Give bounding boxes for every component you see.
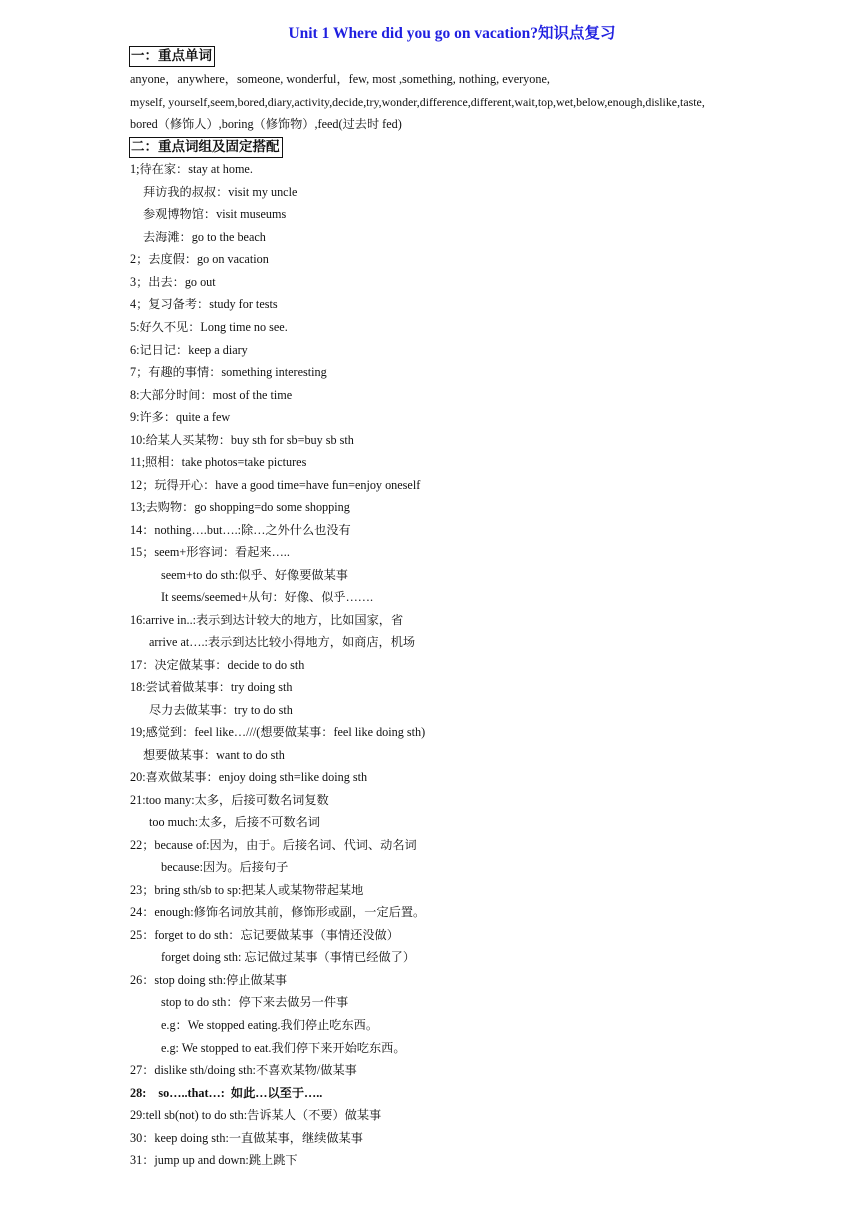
phrase-line: 25：forget to do sth：忘记要做某事（事情还没做） (130, 928, 399, 942)
phrase-line: 参观博物馆：visit museums (143, 207, 287, 221)
phrase-line: 想要做某事：want to do sth (143, 748, 285, 762)
phrase-line: 22；because of:因为，由于。后接名词、代词、动名词 (130, 838, 417, 852)
phrase-line: 20:喜欢做某事：enjoy doing sth=like doing sth (130, 770, 368, 784)
phrase-line: stop to do sth：停下来去做另一件事 (161, 995, 349, 1009)
phrase-line: 19;感觉到：feel like…///(想要做某事：feel like doing sth) (130, 725, 426, 739)
phrase-line: because:因为。后接句子 (161, 860, 289, 874)
phrase-line: 14：nothing….but….:除…之外什么也没有 (130, 523, 351, 537)
phrase-line: 8:大部分时间：most of the time (130, 388, 293, 402)
page-title: Unit 1 Where did you go on vacation?知识点复习 (288, 25, 616, 42)
phrase-line: 6:记日记：keep a diary (130, 343, 248, 357)
phrase-line: e.g: We stopped to eat.我们停下来开始吃东西。 (161, 1041, 406, 1055)
phrase-line: 16:arrive in..:表示到达计较大的地方，比如国家，省 (130, 613, 404, 627)
phrase-line: 15；seem+形容词：看起来….. (130, 545, 290, 559)
phrase-line: 21:too many:太多，后接可数名词复数 (130, 793, 329, 807)
phrase-line: 拜访我的叔叔：visit my uncle (143, 185, 298, 199)
phrase-line: 1;待在家：stay at home. (130, 162, 253, 176)
phrase-line-bold: 28: so…..that…: 如此…以至于….. (130, 1086, 323, 1100)
phrase-line: seem+to do sth:似乎、好像要做某事 (161, 568, 348, 582)
phrase-line: too much:太多，后接不可数名词 (149, 815, 320, 829)
phrase-line: arrive at….:表示到达比较小得地方，如商店，机场 (149, 635, 416, 649)
key-words-line: myself, yourself,seem,bored,diary,activity,decide,try,wonder,difference,different,wait,top,wet,below,enough,dislike,taste, (130, 95, 705, 109)
phrase-line: 29:tell sb(not) to do sth:告诉某人（不要）做某事 (130, 1108, 382, 1122)
phrase-line: 23；bring sth/sb to sp:把某人或某物带起某地 (130, 883, 364, 897)
phrase-line: 18:尝试着做某事：try doing sth (130, 680, 293, 694)
phrase-line: 4；复习备考：study for tests (130, 297, 278, 311)
phrase-line: 26：stop doing sth:停止做某事 (130, 973, 288, 987)
phrase-line: 尽力去做某事：try to do sth (149, 703, 293, 717)
phrase-line: It seems/seemed+从句：好像、似乎……. (161, 590, 374, 604)
phrase-line: forget doing sth: 忘记做过某事（事情已经做了） (161, 950, 416, 964)
phrase-line: 7；有趣的事情：something interesting (130, 365, 327, 379)
phrase-line: 3；出去：go out (130, 275, 216, 289)
section-heading-key-words: 一：重点单词 (129, 46, 215, 67)
phrase-line: 5:好久不见：Long time no see. (130, 320, 288, 334)
phrase-line: 10:给某人买某物：buy sth for sb=buy sb sth (130, 433, 354, 447)
phrase-line: 12；玩得开心：have a good time=have fun=enjoy oneself (130, 478, 421, 492)
section-heading-phrases: 二：重点词组及固定搭配 (129, 137, 283, 158)
phrase-line: 9:许多：quite a few (130, 410, 231, 424)
phrase-line: 31：jump up and down:跳上跳下 (130, 1153, 298, 1167)
phrase-line: 27：dislike sth/doing sth:不喜欢某物/做某事 (130, 1063, 357, 1077)
phrase-line: 30：keep doing sth:一直做某事，继续做某事 (130, 1131, 363, 1145)
phrase-line: 13;去购物：go shopping=do some shopping (130, 500, 350, 514)
key-words-line: bored（修饰人）,boring（修饰物）,feed(过去时 fed) (130, 117, 402, 131)
phrase-line: 2；去度假：go on vacation (130, 252, 269, 266)
phrase-line: 去海滩：go to the beach (143, 230, 266, 244)
phrase-line: e.g：We stopped eating.我们停止吃东西。 (161, 1018, 379, 1032)
phrase-line: 17：决定做某事：decide to do sth (130, 658, 305, 672)
phrase-line: 11;照相：take photos=take pictures (130, 455, 307, 469)
key-words-line: anyone，anywhere，someone, wonderful，few, most ,something, nothing, everyone, (130, 72, 550, 86)
phrase-line: 24：enough:修饰名词放其前，修饰形或副，一定后置。 (130, 905, 426, 919)
